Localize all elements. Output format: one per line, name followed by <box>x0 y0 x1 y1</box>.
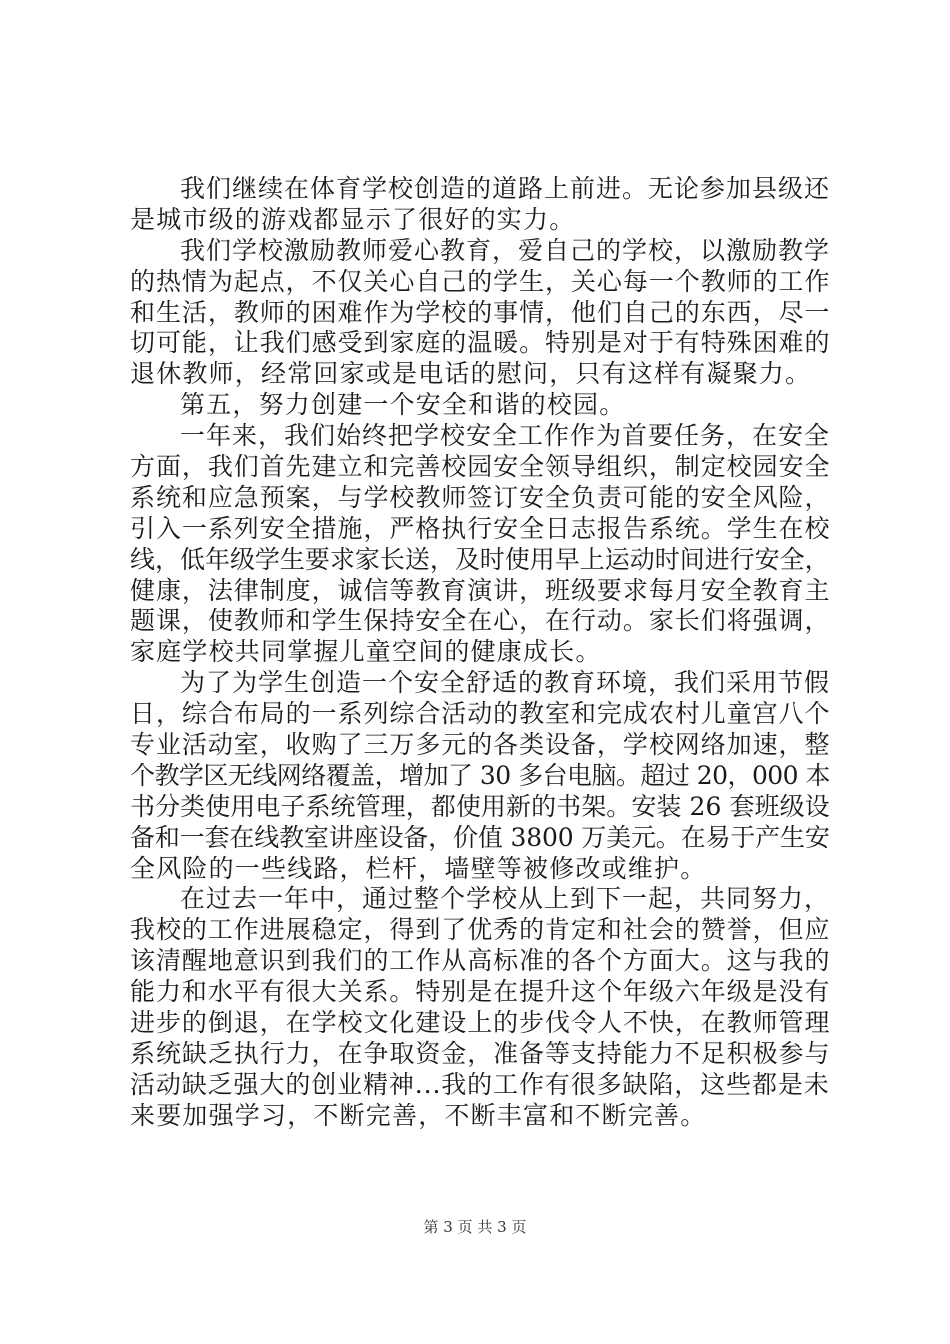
text-line: 专业活动室，收购了三万多元的各类设备，学校网络加速，整 <box>130 730 831 760</box>
text-line: 日，综合布局的一系列综合活动的教室和完成农村儿童宫八个 <box>130 699 831 729</box>
text-line: 个教学区无线网络覆盖，增加了 30 多台电脑。超过 20，000 本 <box>130 760 830 790</box>
text-line: 题课，使教师和学生保持安全在心，在行动。家长们将强调， <box>130 606 831 636</box>
text-line: 我们学校激励教师爱心教育，爱自己的学校，以激励教学 <box>180 235 831 265</box>
text-line: 系统缺乏执行力，在争取资金，准备等支持能力不足积极参与 <box>130 1038 831 1068</box>
text-line: 备和一套在线教室讲座设备，价值 3800 万美元。在易于产生安 <box>130 822 830 852</box>
text-line: 在过去一年中，通过整个学校从上到下一起，共同努力， <box>180 884 831 914</box>
text-line: 该清醒地意识到我们的工作从高标准的各个方面大。这与我的 <box>130 946 831 976</box>
text-line: 退休教师，经常回家或是电话的慰问，只有这样有凝聚力。 <box>130 359 812 389</box>
text-line: 我们继续在体育学校创造的道路上前进。无论参加县级还 <box>180 174 831 203</box>
document-body <box>130 174 830 1132</box>
text-line: 的热情为起点，不仅关心自己的学生，关心每一个教师的工作 <box>130 266 831 296</box>
text-line: 活动缺乏强大的创业精神...我的工作有很多缺陷，这些都是未 <box>130 1069 830 1099</box>
text-line: 系统和应急预案，与学校教师签订安全负责可能的安全风险， <box>130 482 831 512</box>
text-line: 健康，法律制度，诚信等教育演讲，班级要求每月安全教育主 <box>130 575 831 605</box>
text-line: 进步的倒退，在学校文化建设上的步伐令人不快，在教师管理 <box>130 1008 831 1038</box>
text-line: 引入一系列安全措施，严格执行安全日志报告系统。学生在校 <box>130 513 831 543</box>
text-line: 我校的工作进展稳定，得到了优秀的肯定和社会的赞誉，但应 <box>130 915 831 945</box>
text-line: 和生活，教师的困难作为学校的事情，他们自己的东西，尽一 <box>130 297 831 327</box>
text-line: 方面，我们首先建立和完善校园安全领导组织，制定校园安全 <box>130 452 831 482</box>
text-line: 线，低年级学生要求家长送，及时使用早上运动时间进行安全， <box>130 544 830 574</box>
text-line: 家庭学校共同掌握儿童空间的健康成长。 <box>130 637 602 667</box>
text-line: 第五，努力创建一个安全和谐的校园。 <box>180 390 626 420</box>
text-line: 全风险的一些线路，栏杆，墙壁等被修改或维护。 <box>130 853 707 883</box>
text-line: 一年来，我们始终把学校安全工作作为首要任务，在安全 <box>180 421 831 451</box>
page-footer: 第 3 页 共 3 页 <box>423 1218 527 1236</box>
text-line: 书分类使用电子系统管理，都使用新的书架。安装 26 套班级设 <box>130 791 830 821</box>
text-line: 能力和水平有很大关系。特别是在提升这个年级六年级是没有 <box>130 977 831 1007</box>
text-line: 为了为学生创造一个安全舒适的教育环境，我们采用节假 <box>180 668 831 698</box>
text-line: 切可能，让我们感受到家庭的温暖。特别是对于有特殊困难的 <box>130 328 831 358</box>
text-line: 来要加强学习，不断完善，不断丰富和不断完善。 <box>130 1100 707 1130</box>
text-line: 是城市级的游戏都显示了很好的实力。 <box>130 204 576 234</box>
